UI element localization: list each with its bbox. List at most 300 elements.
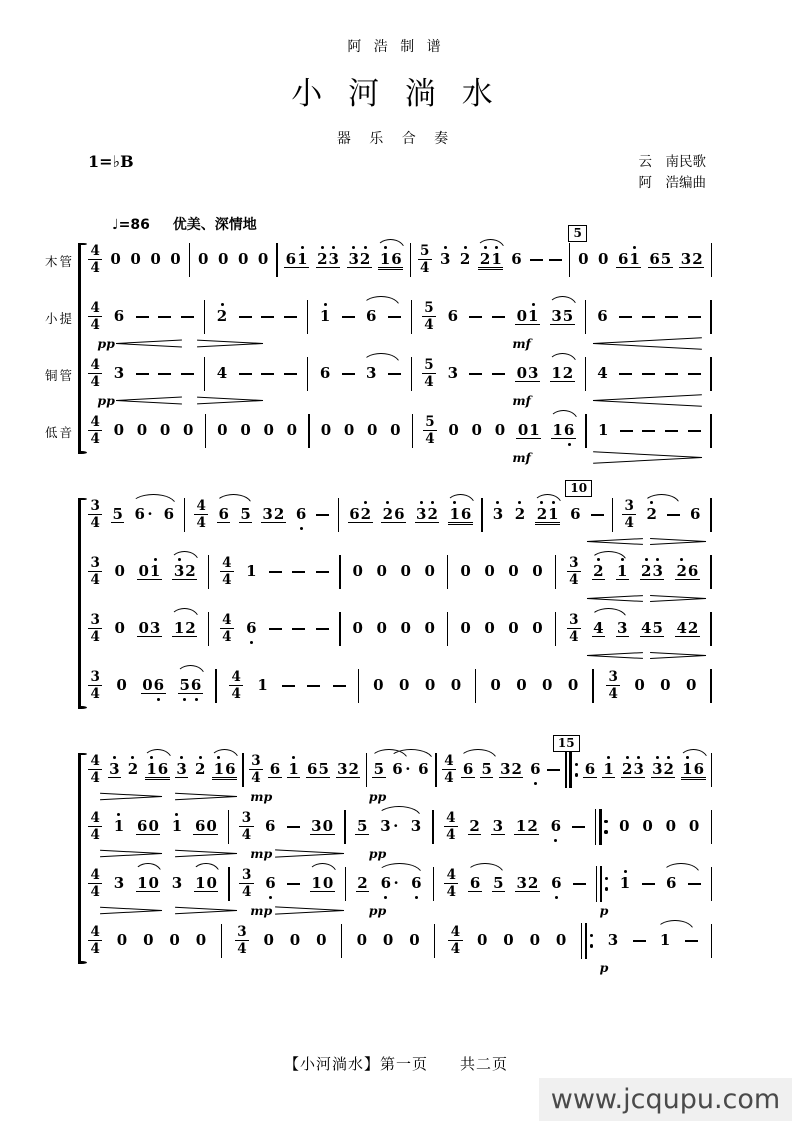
note-group bbox=[391, 762, 412, 777]
note-digit: 3 bbox=[348, 252, 359, 267]
note-digit: 0 bbox=[660, 676, 671, 695]
note-digit: 1 bbox=[529, 420, 540, 439]
note-group bbox=[468, 873, 481, 892]
repeat-sign bbox=[595, 809, 608, 845]
note-digit: 0 bbox=[400, 619, 411, 638]
note-group bbox=[618, 819, 631, 834]
note-digit: 2 bbox=[317, 252, 328, 267]
dash bbox=[530, 259, 543, 261]
dash bbox=[642, 373, 655, 375]
note-digit: 6 bbox=[134, 505, 145, 524]
note-digit: 2 bbox=[185, 561, 196, 580]
time-signature: $\frac{3}{4}$ bbox=[567, 613, 581, 644]
note-digit: 6 bbox=[689, 505, 701, 524]
note-digit: 1 bbox=[137, 873, 148, 892]
note-group bbox=[470, 423, 483, 438]
note-digit: 6 bbox=[511, 250, 522, 269]
note-group bbox=[409, 819, 422, 834]
octave-dot-above bbox=[154, 558, 157, 561]
dynamic-marking: pp bbox=[97, 392, 115, 408]
time-signature: $\frac{4}{4}$ bbox=[88, 415, 102, 446]
note-digit: 2 bbox=[185, 618, 196, 637]
note-digit: 3 bbox=[500, 759, 511, 778]
note-digit: 0 bbox=[130, 250, 141, 269]
time-signature: $\frac{3}{4}$ bbox=[239, 868, 253, 899]
note-group bbox=[136, 873, 161, 892]
note-group bbox=[681, 759, 706, 778]
note-digit: 6 bbox=[157, 759, 169, 778]
note-digit: 3 bbox=[447, 364, 458, 383]
note-group bbox=[113, 621, 126, 636]
note-digit: 6 bbox=[665, 874, 677, 893]
dynamic-marking: p bbox=[599, 959, 609, 975]
note-group bbox=[375, 621, 388, 636]
octave-dot-above bbox=[113, 756, 116, 759]
note-group bbox=[133, 507, 154, 522]
note-group bbox=[423, 621, 436, 636]
augmentation-dot: · bbox=[393, 817, 399, 836]
octave-dot-below bbox=[250, 641, 253, 644]
note-digit: 0 bbox=[343, 421, 355, 440]
note-group bbox=[616, 561, 629, 580]
octave-dot-above bbox=[656, 558, 659, 561]
time-signature: $\frac{4}{4}$ bbox=[220, 613, 234, 644]
time-signature: $\frac{4}{4}$ bbox=[444, 868, 458, 899]
dash bbox=[292, 571, 305, 573]
crescendo-hairpin bbox=[593, 396, 702, 405]
barline bbox=[339, 555, 340, 589]
time-signature: $\frac{3}{4}$ bbox=[235, 925, 249, 956]
note-digit: 2 bbox=[622, 762, 633, 777]
note-group bbox=[459, 564, 472, 579]
double-underline bbox=[145, 779, 170, 781]
note-group bbox=[569, 507, 582, 522]
octave-dot-above bbox=[680, 558, 683, 561]
note-group bbox=[115, 678, 128, 693]
note-group bbox=[215, 309, 228, 324]
repeat-sign bbox=[596, 866, 609, 902]
note-group bbox=[675, 618, 700, 637]
note-group bbox=[449, 678, 462, 693]
time-signature: $\frac{5}{4}$ bbox=[418, 244, 432, 275]
note-digit: 4 bbox=[216, 364, 228, 383]
note-group bbox=[640, 561, 665, 580]
note-digit: 3 bbox=[617, 618, 628, 637]
note-group bbox=[261, 504, 286, 523]
note-digit: 0 bbox=[424, 619, 435, 638]
crescendo-hairpin bbox=[587, 594, 643, 603]
note-digit: 6 bbox=[380, 876, 391, 891]
note-group bbox=[583, 759, 596, 778]
note-digit: 0 bbox=[532, 619, 543, 638]
note-group bbox=[372, 678, 385, 693]
note-group bbox=[602, 759, 615, 778]
crescendo-hairpin bbox=[593, 339, 702, 348]
note-digit: 5 bbox=[356, 816, 368, 835]
dynamic-marking: pp bbox=[368, 845, 387, 861]
barline bbox=[435, 753, 436, 787]
notation-line bbox=[88, 497, 712, 533]
note-digit: 1 bbox=[171, 819, 182, 834]
staff-row bbox=[88, 554, 712, 611]
octave-dot-below bbox=[554, 839, 557, 842]
dash bbox=[688, 373, 701, 375]
slur-arc bbox=[210, 749, 239, 760]
barline bbox=[481, 498, 482, 532]
note-group bbox=[310, 873, 335, 892]
measure-number-box: 5 bbox=[568, 225, 586, 242]
note-digit: 2 bbox=[527, 873, 539, 892]
octave-dot-above bbox=[444, 246, 447, 249]
note-digit: 2 bbox=[536, 507, 547, 522]
slur-arc bbox=[377, 863, 422, 874]
note-digit: 1 bbox=[246, 562, 257, 581]
note-digit: 6 bbox=[460, 504, 472, 523]
note-digit: 0 bbox=[484, 562, 495, 581]
slur-arc bbox=[643, 494, 680, 505]
octave-dot-above bbox=[431, 501, 434, 504]
notation-line bbox=[88, 554, 712, 590]
note-group bbox=[659, 678, 672, 693]
note-digit: 1 bbox=[173, 618, 185, 637]
dash bbox=[688, 883, 701, 885]
note-digit: 6 bbox=[365, 307, 377, 326]
dynamic-marking: mf bbox=[512, 335, 531, 351]
dash bbox=[158, 373, 171, 375]
note-digit: 0 bbox=[322, 816, 333, 835]
note-digit: 0 bbox=[263, 931, 274, 950]
note-group bbox=[217, 252, 230, 267]
time-signature: $\frac{5}{4}$ bbox=[422, 358, 436, 389]
octave-dot-above bbox=[637, 756, 640, 759]
note-digit: 2 bbox=[479, 252, 490, 267]
dash bbox=[342, 373, 355, 375]
note-group bbox=[514, 816, 539, 835]
dash bbox=[269, 628, 282, 630]
note-digit: 1 bbox=[449, 507, 460, 522]
note-group bbox=[136, 816, 161, 835]
note-group bbox=[318, 366, 331, 381]
barline bbox=[710, 498, 711, 532]
note-group bbox=[245, 564, 258, 579]
note-digit: 0 bbox=[578, 250, 589, 269]
note-group bbox=[551, 420, 576, 439]
barline bbox=[345, 867, 346, 901]
note-group bbox=[268, 759, 281, 778]
note-digit: 0 bbox=[148, 816, 159, 835]
slur-arc bbox=[131, 494, 176, 505]
note-group bbox=[256, 678, 269, 693]
note-digit: 1 bbox=[491, 252, 502, 267]
score bbox=[44, 225, 712, 980]
note-digit: 0 bbox=[376, 562, 387, 581]
note-digit: 0 bbox=[170, 250, 181, 269]
note-group bbox=[438, 252, 451, 267]
time-signature: $\frac{3}{4}$ bbox=[622, 499, 636, 530]
barline bbox=[711, 753, 712, 787]
note-digit: 1 bbox=[515, 816, 527, 835]
barline bbox=[432, 810, 433, 844]
note-group bbox=[461, 759, 474, 778]
note-digit: 2 bbox=[382, 507, 393, 522]
dynamic-marking: pp bbox=[368, 902, 387, 918]
note-group bbox=[347, 249, 372, 268]
note-digit: 6 bbox=[190, 678, 201, 693]
octave-dot-below bbox=[300, 527, 303, 530]
note-digit: 3 bbox=[551, 306, 562, 325]
note-group bbox=[606, 933, 619, 948]
note-digit: 0 bbox=[367, 421, 378, 440]
measure-number-box: 15 bbox=[553, 735, 580, 752]
crescendo-hairpin bbox=[587, 537, 643, 546]
note-group bbox=[499, 759, 524, 778]
staff-row bbox=[88, 866, 712, 923]
time-signature: $\frac{3}{4}$ bbox=[88, 499, 102, 530]
barline bbox=[184, 498, 185, 532]
barline bbox=[189, 243, 190, 277]
time-signature: $\frac{4}{4}$ bbox=[448, 925, 462, 956]
dash bbox=[688, 430, 701, 432]
note-group bbox=[113, 564, 126, 579]
note-digit: 6 bbox=[246, 621, 257, 636]
note-group bbox=[515, 678, 528, 693]
note-digit: 3 bbox=[171, 874, 183, 893]
note-group bbox=[315, 933, 328, 948]
note-digit: 2 bbox=[127, 762, 138, 777]
note-digit: 0 bbox=[686, 676, 697, 695]
octave-dot-above bbox=[496, 501, 499, 504]
notation-line bbox=[88, 752, 712, 788]
note-group bbox=[398, 678, 411, 693]
barline bbox=[433, 867, 434, 901]
note-group bbox=[137, 618, 162, 637]
slur-arc bbox=[389, 749, 434, 760]
staff-row bbox=[88, 809, 712, 866]
note-group bbox=[379, 876, 400, 891]
barline bbox=[612, 498, 613, 532]
note-digit: 0 bbox=[529, 931, 541, 950]
barline bbox=[710, 300, 711, 334]
source-credit: 云 南民歌 bbox=[638, 154, 706, 170]
note-group bbox=[158, 423, 171, 438]
double-underline bbox=[448, 524, 473, 526]
note-digit: 6 bbox=[649, 249, 660, 268]
time-signature: $\frac{4}{4}$ bbox=[88, 244, 102, 275]
note-digit: 1 bbox=[195, 873, 206, 892]
octave-dot-above bbox=[633, 246, 636, 249]
note-digit: 1 bbox=[629, 252, 640, 267]
dash bbox=[667, 514, 680, 516]
note-group bbox=[408, 933, 421, 948]
barline bbox=[412, 414, 413, 448]
note-group bbox=[597, 252, 610, 267]
barline bbox=[208, 555, 209, 589]
note-digit: 0 bbox=[148, 873, 159, 892]
note-digit: 0 bbox=[508, 619, 519, 638]
note-group bbox=[342, 423, 355, 438]
note-digit: 1 bbox=[551, 363, 562, 382]
staff-row bbox=[44, 413, 712, 470]
notation-line bbox=[88, 611, 712, 647]
note-group bbox=[516, 420, 541, 439]
barline bbox=[307, 357, 308, 391]
decrescendo-hairpin bbox=[175, 792, 237, 801]
dash bbox=[573, 883, 586, 885]
page-title: 小 河 淌 水 bbox=[291, 76, 501, 112]
system-2 bbox=[88, 480, 712, 725]
decrescendo-hairpin bbox=[650, 651, 706, 660]
note-digit: 0 bbox=[113, 421, 125, 440]
barline bbox=[344, 810, 345, 844]
note-digit: 0 bbox=[409, 931, 420, 950]
note-group bbox=[356, 873, 369, 892]
dash bbox=[492, 316, 505, 318]
note-digit: 0 bbox=[195, 931, 207, 950]
time-signature: $\frac{3}{4}$ bbox=[88, 613, 102, 644]
note-group bbox=[550, 876, 563, 891]
barline bbox=[228, 810, 229, 844]
dynamic-marking: mp bbox=[250, 902, 273, 918]
note-group bbox=[633, 678, 646, 693]
note-group bbox=[355, 933, 368, 948]
note-digit: 2 bbox=[469, 816, 480, 835]
note-digit: 4 bbox=[641, 618, 652, 637]
note-digit: 0 bbox=[373, 676, 384, 695]
double-underline bbox=[378, 269, 403, 271]
note-digit: 0 bbox=[382, 931, 394, 950]
note-group bbox=[458, 252, 471, 267]
slur-arc bbox=[459, 749, 496, 760]
dash bbox=[572, 826, 585, 828]
notation-line bbox=[88, 242, 712, 278]
dash bbox=[342, 316, 355, 318]
note-group bbox=[112, 366, 125, 381]
octave-dot-below bbox=[534, 782, 537, 785]
note-group bbox=[596, 366, 609, 381]
notation-line bbox=[88, 923, 712, 959]
notation-line bbox=[88, 413, 712, 449]
decrescendo-hairpin bbox=[175, 849, 237, 858]
note-group bbox=[489, 678, 502, 693]
dash bbox=[282, 685, 295, 687]
note-digit: 5 bbox=[112, 504, 123, 523]
note-group bbox=[478, 249, 503, 268]
barline bbox=[711, 810, 712, 844]
note-digit: 3 bbox=[652, 762, 663, 777]
time-signature: $\frac{3}{4}$ bbox=[88, 556, 102, 587]
key-signature: 1=♭B bbox=[88, 152, 134, 171]
note-digit: 6 bbox=[394, 504, 405, 523]
note-digit: 5 bbox=[240, 504, 251, 523]
decrescendo-hairpin bbox=[275, 849, 344, 858]
decrescendo-hairpin bbox=[100, 849, 162, 858]
note-group bbox=[399, 621, 412, 636]
note-digit: 0 bbox=[240, 421, 251, 440]
note-digit: 0 bbox=[237, 250, 249, 269]
note-group bbox=[336, 759, 361, 778]
note-digit: 5 bbox=[660, 249, 672, 268]
note-digit: 3 bbox=[109, 762, 120, 777]
note-group bbox=[664, 819, 677, 834]
note-digit: 2 bbox=[663, 762, 674, 777]
note-group bbox=[169, 252, 182, 267]
note-digit: 0 bbox=[642, 817, 653, 836]
note-group bbox=[306, 759, 331, 778]
note-digit: 1 bbox=[311, 873, 322, 892]
credits-block bbox=[639, 152, 707, 194]
note-group bbox=[182, 423, 195, 438]
note-group bbox=[491, 816, 504, 835]
note-digit: 0 bbox=[356, 931, 368, 950]
augmentation-dot: · bbox=[393, 874, 399, 893]
note-group bbox=[262, 423, 275, 438]
note-digit: 0 bbox=[516, 306, 528, 325]
note-digit: 0 bbox=[476, 931, 488, 950]
crescendo-hairpin bbox=[587, 651, 643, 660]
barline bbox=[411, 300, 412, 334]
instrument-label: 低音 bbox=[44, 424, 74, 440]
note-group bbox=[688, 507, 701, 522]
note-group bbox=[145, 759, 170, 778]
octave-dot-above bbox=[364, 501, 367, 504]
dynamic-marking: mf bbox=[512, 392, 531, 408]
dash bbox=[619, 373, 632, 375]
time-signature: $\frac{3}{4}$ bbox=[606, 670, 620, 701]
note-group bbox=[112, 423, 125, 438]
note-digit: 0 bbox=[110, 250, 121, 269]
slur-arc bbox=[476, 239, 505, 250]
note-digit: 6 bbox=[411, 876, 422, 891]
double-underline bbox=[212, 779, 237, 781]
note-digit: 0 bbox=[619, 817, 630, 836]
note-group bbox=[194, 933, 207, 948]
slur-arc bbox=[362, 353, 399, 364]
time-signature: $\frac{5}{4}$ bbox=[423, 415, 437, 446]
slur-arc bbox=[446, 494, 475, 505]
note-group bbox=[170, 876, 183, 891]
note-digit: 0 bbox=[508, 562, 519, 581]
note-group bbox=[162, 507, 175, 522]
note-digit: 0 bbox=[450, 676, 462, 695]
note-digit: 0 bbox=[460, 619, 471, 638]
dash bbox=[284, 373, 297, 375]
note-group bbox=[193, 816, 218, 835]
octave-dot-above bbox=[292, 756, 295, 759]
note-digit: 5 bbox=[562, 306, 574, 325]
note-group bbox=[149, 252, 162, 267]
note-digit: 2 bbox=[360, 507, 371, 522]
note-group bbox=[381, 504, 406, 523]
note-digit: 1 bbox=[619, 876, 630, 891]
note-group bbox=[111, 504, 124, 523]
barline bbox=[221, 924, 222, 958]
dash bbox=[239, 373, 252, 375]
note-digit: 3 bbox=[633, 762, 644, 777]
repeat-sign bbox=[565, 752, 578, 788]
note-group bbox=[310, 816, 335, 835]
instrument-label: 铜管 bbox=[44, 367, 74, 383]
note-digit: 0 bbox=[400, 562, 411, 581]
note-digit: 0 bbox=[390, 421, 401, 440]
note-digit: 0 bbox=[138, 618, 149, 637]
barline bbox=[710, 357, 711, 391]
note-group bbox=[423, 564, 436, 579]
note-digit: 0 bbox=[567, 676, 579, 695]
barline bbox=[447, 612, 448, 646]
note-digit: 1 bbox=[297, 252, 308, 267]
time-signature: $\frac{4}{4}$ bbox=[444, 811, 458, 842]
note-group bbox=[596, 309, 609, 324]
